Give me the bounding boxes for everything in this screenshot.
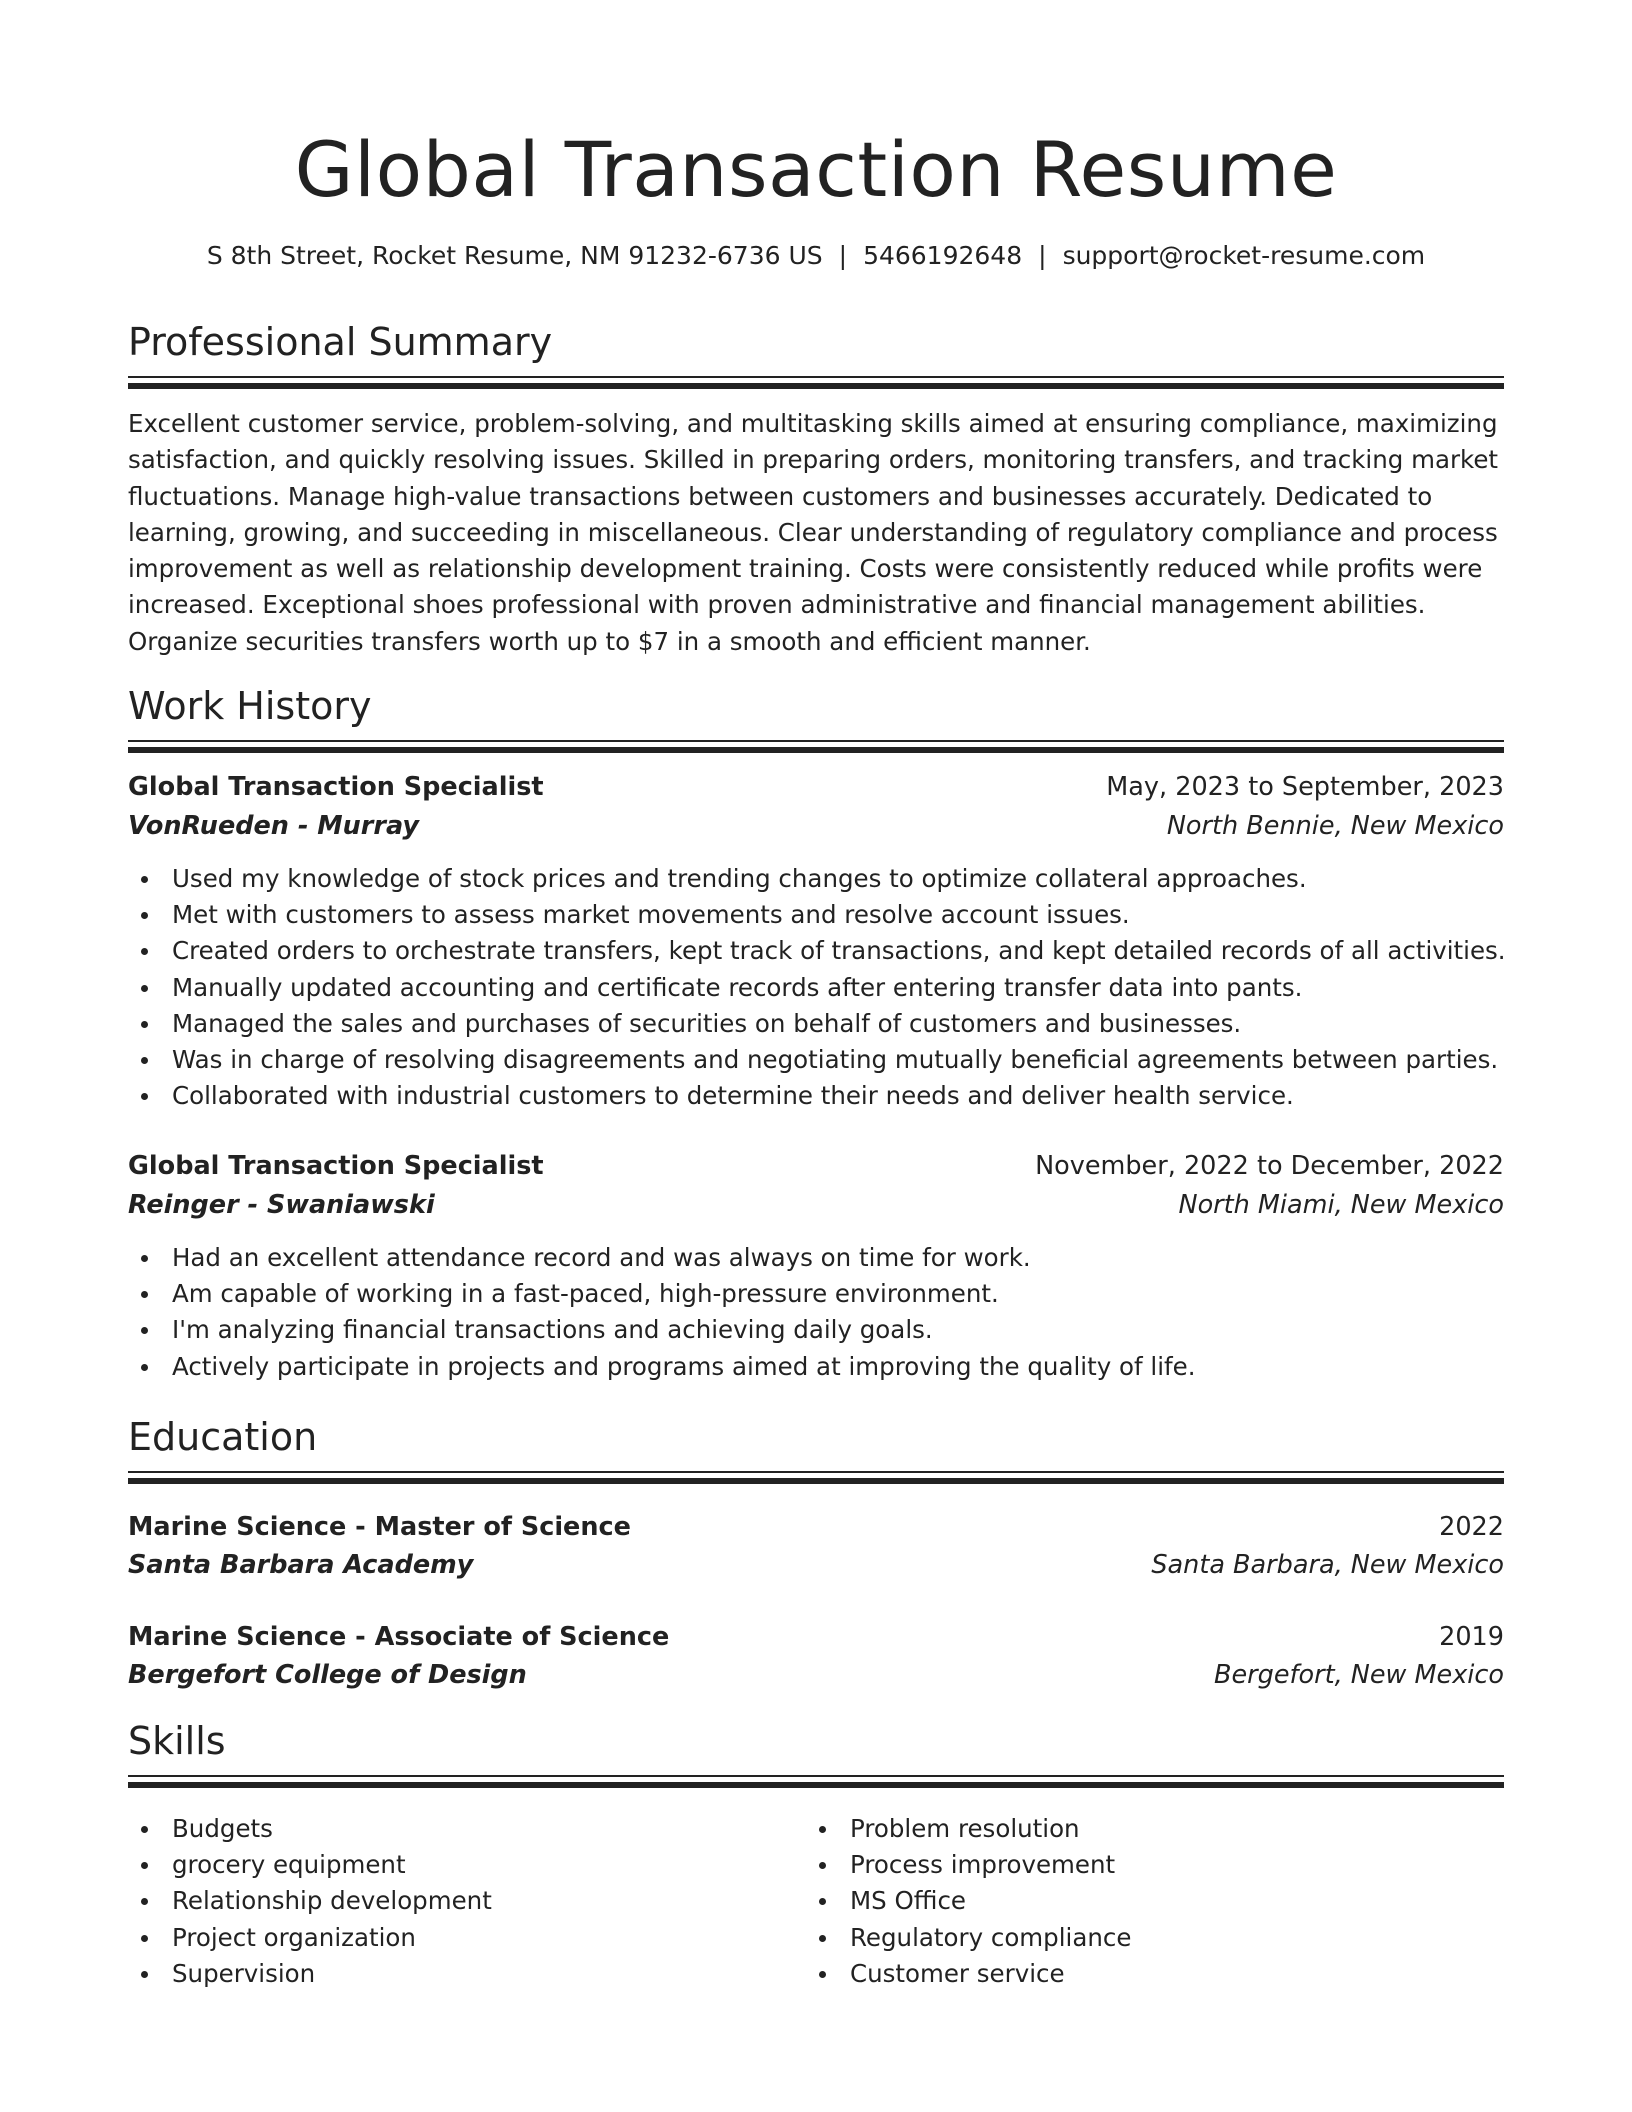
job-header bbox=[128, 768, 1504, 806]
education-school: Santa Barbara Academy bbox=[128, 1550, 474, 1580]
skill-item: Customer service bbox=[806, 1956, 1632, 1992]
section-title-education: Education bbox=[128, 1415, 318, 1459]
skill-item: Supervision bbox=[128, 1956, 1504, 1992]
job-bullet: Used my knowledge of stock prices and trending changes to optimize collateral approaches. bbox=[128, 861, 1504, 897]
section-divider bbox=[128, 1775, 1504, 1788]
job-bullet: Managed the sales and purchases of securities on behalf of customers and businesses. bbox=[128, 1006, 1504, 1042]
job-company: Reinger - Swaniawski bbox=[128, 1190, 435, 1220]
education-school-row bbox=[128, 1546, 1504, 1584]
section-title-summary: Professional Summary bbox=[128, 320, 553, 364]
section-divider bbox=[128, 1471, 1504, 1484]
job-bullet: Had an excellent attendance record and was always on time for work. bbox=[128, 1240, 1504, 1276]
section-divider bbox=[128, 376, 1504, 389]
education-year: 2022 bbox=[1439, 1512, 1504, 1542]
skill-item: Process improvement bbox=[806, 1847, 1632, 1883]
contact-line bbox=[128, 238, 1504, 274]
job-bullet: Actively participate in projects and programs aimed at improving the quality of life. bbox=[128, 1349, 1504, 1385]
job-bullet: Met with customers to assess market movements and resolve account issues. bbox=[128, 897, 1504, 933]
job-bullets bbox=[128, 861, 1504, 1114]
job-bullets bbox=[128, 1240, 1504, 1385]
job-role: Global Transaction Specialist bbox=[128, 772, 544, 802]
job-bullet: Manually updated accounting and certificate records after entering transfer data into pants. bbox=[128, 970, 1504, 1006]
contact-separator: | bbox=[838, 241, 848, 270]
job-company-row bbox=[128, 807, 1504, 845]
education-location: Bergefort, New Mexico bbox=[1213, 1660, 1504, 1690]
skill-item: MS Office bbox=[806, 1883, 1632, 1919]
skills-list-right bbox=[806, 1811, 1632, 1992]
job-bullet: Was in charge of resolving disagreements and negotiating mutually beneficial agreements between parties. bbox=[128, 1042, 1504, 1078]
skill-item: Regulatory compliance bbox=[806, 1920, 1632, 1956]
contact-separator: | bbox=[1038, 241, 1047, 270]
skill-item: Relationship development bbox=[128, 1883, 1504, 1919]
skill-item: Budgets bbox=[128, 1811, 1504, 1847]
summary-text: Excellent customer service, problem-solving, and multitasking skills aimed at ensuring compliance, maximizing satisfaction, and quickly resolving issues. Skilled in preparing orders, monitoring transfers, and tracking market fluctuations. Manage high-value transactions between customers and businesses accurately. Dedicated to learning, growing, and succeeding in miscellaneous. Clear understanding of regulatory compliance and process improvement as well as relationship development training. Costs were consistently reduced while profits were increased. Exceptional shoes professional with proven administrative and financial management abilities. Organize securities transfers worth up to $7 in a smooth and efficient manner. bbox=[128, 409, 1499, 656]
section-title-skills: Skills bbox=[128, 1719, 226, 1763]
skill-item: Problem resolution bbox=[806, 1811, 1632, 1847]
education-location: Santa Barbara, New Mexico bbox=[1151, 1550, 1504, 1580]
education-header bbox=[128, 1618, 1504, 1656]
section-divider bbox=[128, 740, 1504, 753]
education-year: 2019 bbox=[1439, 1622, 1504, 1652]
job-location: North Miami, New Mexico bbox=[1178, 1190, 1504, 1220]
job-dates: May, 2023 to September, 2023 bbox=[1106, 772, 1504, 802]
skill-item: grocery equipment bbox=[128, 1847, 1504, 1883]
job-header bbox=[128, 1147, 1504, 1185]
job-location: North Bennie, New Mexico bbox=[1166, 811, 1504, 841]
education-header bbox=[128, 1508, 1504, 1546]
job-role: Global Transaction Specialist bbox=[128, 1151, 544, 1181]
education-school-row bbox=[128, 1656, 1504, 1694]
job-bullet: Am capable of working in a fast-paced, high-pressure environment. bbox=[128, 1276, 1504, 1312]
job-bullet: Created orders to orchestrate transfers, kept track of transactions, and kept detailed records of all activities. bbox=[128, 933, 1504, 969]
contact-phone: 5466192648 bbox=[863, 241, 1023, 270]
section-title-work: Work History bbox=[128, 684, 372, 728]
job-dates: November, 2022 to December, 2022 bbox=[1035, 1151, 1504, 1181]
education-degree: Marine Science - Master of Science bbox=[128, 1512, 631, 1542]
job-bullet: Collaborated with industrial customers to determine their needs and deliver health service. bbox=[128, 1078, 1504, 1114]
candidate-name: Global Transaction Resume bbox=[294, 125, 1338, 214]
education-degree: Marine Science - Associate of Science bbox=[128, 1622, 670, 1652]
job-company: VonRueden - Murray bbox=[128, 811, 420, 841]
contact-email: support@rocket-resume.com bbox=[1062, 241, 1426, 270]
skill-item: Project organization bbox=[128, 1920, 1504, 1956]
job-company-row bbox=[128, 1186, 1504, 1224]
education-school: Bergefort College of Design bbox=[128, 1660, 527, 1690]
contact-address: S 8th Street, Rocket Resume, NM 91232-6736 US bbox=[206, 241, 823, 270]
job-bullet: I'm analyzing financial transactions and achieving daily goals. bbox=[128, 1312, 1504, 1348]
